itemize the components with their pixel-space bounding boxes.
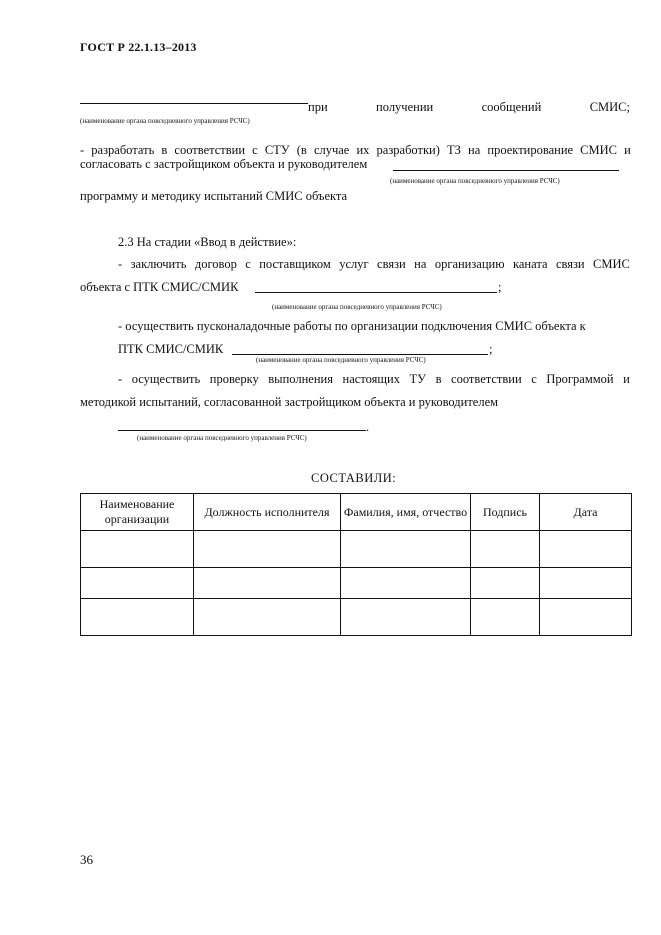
blank-line	[232, 354, 488, 355]
word: случае	[313, 143, 350, 157]
table-cell[interactable]	[81, 531, 194, 568]
column-header: Подпись	[471, 494, 540, 531]
justified-line	[118, 258, 630, 271]
word: заключить	[130, 257, 187, 271]
text-line: программу и методику испытаний СМИС объекта	[80, 189, 348, 203]
table-cell[interactable]	[194, 568, 341, 599]
word: и	[624, 143, 631, 157]
table-cell[interactable]	[471, 599, 540, 636]
word: в	[435, 372, 442, 386]
column-header: Должность исполнителя	[194, 494, 341, 531]
text-line: согласовать с застройщиком объекта и руководителем	[80, 157, 368, 171]
word: СМИС	[580, 143, 617, 157]
word: -	[118, 372, 123, 386]
word: проектирование	[487, 143, 574, 157]
table-cell[interactable]	[341, 568, 471, 599]
section-heading: 2.3 На стадии «Ввод в действие»:	[118, 235, 297, 249]
word: поставщиком	[259, 257, 331, 271]
text-line: ПТК СМИС/СМИК	[118, 342, 224, 356]
word: с	[245, 257, 251, 271]
field-caption: (наименование органа повседневного управления РСЧС)	[390, 177, 560, 185]
blank-line	[255, 292, 497, 293]
table-row	[81, 599, 632, 636]
word: ТУ	[409, 372, 427, 386]
word: договор	[194, 257, 237, 271]
word: связи	[377, 257, 406, 271]
word: СМИС;	[589, 100, 630, 114]
word: сообщений	[481, 100, 542, 114]
word: осуществить	[131, 372, 201, 386]
table-row	[81, 568, 632, 599]
word: организацию	[434, 257, 505, 271]
word: с	[531, 372, 537, 386]
word: -	[80, 143, 85, 157]
table-cell[interactable]	[341, 599, 471, 636]
word: их	[356, 143, 370, 157]
table-cell[interactable]	[341, 531, 471, 568]
column-header: Дата	[540, 494, 632, 531]
word: СМИС	[593, 257, 630, 271]
text-line: - осуществить пусконаладочные работы по организации подключения СМИС объекта к	[118, 319, 586, 333]
word: на	[468, 143, 481, 157]
signatures-title: СОСТАВИЛИ:	[311, 471, 397, 485]
text-line: объекта с ПТК СМИС/СМИК	[80, 280, 239, 294]
field-caption: (наименование органа повседневного управления РСЧС)	[272, 303, 442, 311]
field-caption: (наименование органа повседневного управления РСЧС)	[256, 356, 426, 364]
word: СТУ	[264, 143, 290, 157]
word: Программой	[546, 372, 614, 386]
word: (в	[296, 143, 307, 157]
justified-line	[308, 101, 630, 114]
word: каната	[513, 257, 548, 271]
table-cell[interactable]	[540, 568, 632, 599]
field-caption: (наименование органа повседневного управления РСЧС)	[137, 434, 307, 442]
document-header: ГОСТ Р 22.1.13–2013	[80, 40, 197, 54]
word: и	[623, 372, 630, 386]
table-cell[interactable]	[471, 531, 540, 568]
table-cell[interactable]	[540, 599, 632, 636]
word: разработать	[91, 143, 155, 157]
word: соответствии	[174, 143, 246, 157]
field-caption: (наименование органа повседневного управления РСЧС)	[80, 117, 250, 125]
word: на	[414, 257, 427, 271]
punctuation: ;	[498, 280, 502, 294]
justified-line	[80, 144, 631, 157]
column-header: Наименование организации	[81, 494, 194, 531]
column-header: Фамилия, имя, отчество	[341, 494, 471, 531]
table-cell[interactable]	[471, 568, 540, 599]
blank-line	[118, 430, 366, 431]
table-header-row	[81, 494, 632, 531]
table-cell[interactable]	[194, 531, 341, 568]
blank-line	[80, 103, 308, 104]
table-row	[81, 531, 632, 568]
word: настоящих	[342, 372, 400, 386]
punctuation: .	[366, 420, 370, 434]
word: связи	[555, 257, 585, 271]
punctuation: ;	[489, 342, 493, 356]
word: в	[161, 143, 168, 157]
blank-line	[393, 170, 619, 171]
table-cell[interactable]	[81, 568, 194, 599]
text-line: методикой испытаний, согласованной застройщиком объекта и руководителем	[80, 395, 499, 409]
word: соответствии	[451, 372, 522, 386]
word: -	[118, 257, 123, 271]
word: разработки)	[376, 143, 440, 157]
justified-line	[118, 373, 630, 386]
word: с	[252, 143, 258, 157]
table-cell[interactable]	[194, 599, 341, 636]
word: проверку	[209, 372, 259, 386]
word: получении	[376, 100, 434, 114]
word: выполнения	[268, 372, 333, 386]
signatures-table	[80, 493, 632, 636]
word: при	[308, 100, 328, 114]
table-cell[interactable]	[81, 599, 194, 636]
word: услуг	[339, 257, 369, 271]
table-cell[interactable]	[540, 531, 632, 568]
word: ТЗ	[447, 143, 461, 157]
page-number: 36	[80, 852, 93, 867]
